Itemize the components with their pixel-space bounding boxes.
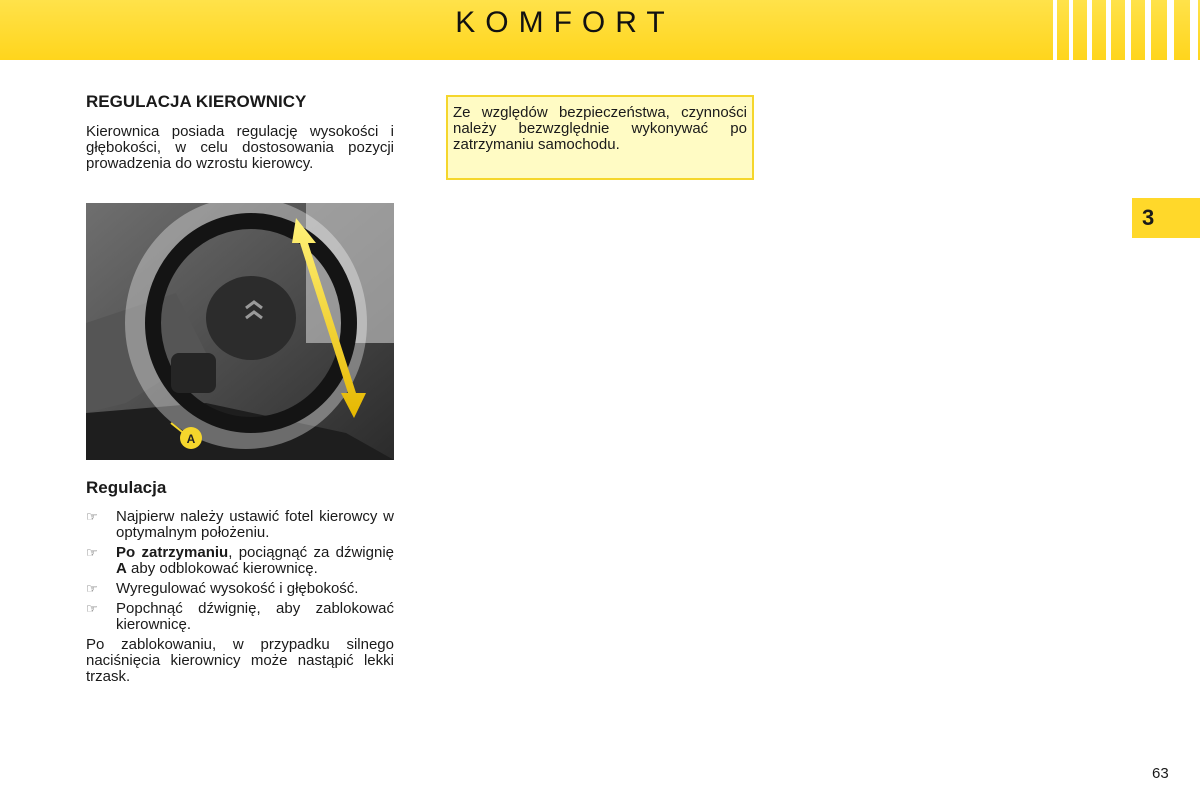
header-stripes	[1050, 0, 1200, 60]
callout-a-label: A	[186, 432, 196, 446]
steering-wheel-photo	[86, 203, 394, 460]
section-title: REGULACJA KIEROWNICY	[86, 92, 307, 111]
pointing-hand-icon: ☞	[86, 545, 98, 560]
page-title: KOMFORT	[455, 6, 675, 39]
list-item: ☞ Wyregulować wysokość i głębokość.	[86, 580, 359, 597]
chapter-tab: 3	[1132, 198, 1200, 238]
safety-notice: Ze względów bezpieczeństwa, czynności należy bezwzględnie wykonywać po zatrzymaniu samochodu.	[446, 95, 754, 180]
list-item: ☞ Po zatrzymaniu, pociągnąć za dźwignię A aby odblokować kierownicę.	[86, 544, 394, 577]
subsection-title: Regulacja	[86, 478, 167, 497]
section-intro: Kierownica posiada regulację wysokości i głębokości, w celu dostosowania pozycji prowadzenia do wzrostu kierowcy.	[86, 123, 394, 172]
pointing-hand-icon: ☞	[86, 581, 98, 596]
page-number: 63	[1152, 765, 1169, 782]
pointing-hand-icon: ☞	[86, 509, 98, 524]
pointing-hand-icon: ☞	[86, 601, 98, 616]
list-item: ☞ Popchnąć dźwignię, aby zablokować kierownicę.	[86, 600, 394, 633]
closing-paragraph: Po zablokowaniu, w przypadku silnego naciśnięcia kierownicy może nastąpić lekki trzask.	[86, 636, 394, 685]
bullet-list	[86, 509, 394, 685]
list-item: ☞ Najpierw należy ustawić fotel kierowcy w optymalnym położeniu.	[86, 508, 394, 541]
header-bar	[0, 0, 1200, 60]
